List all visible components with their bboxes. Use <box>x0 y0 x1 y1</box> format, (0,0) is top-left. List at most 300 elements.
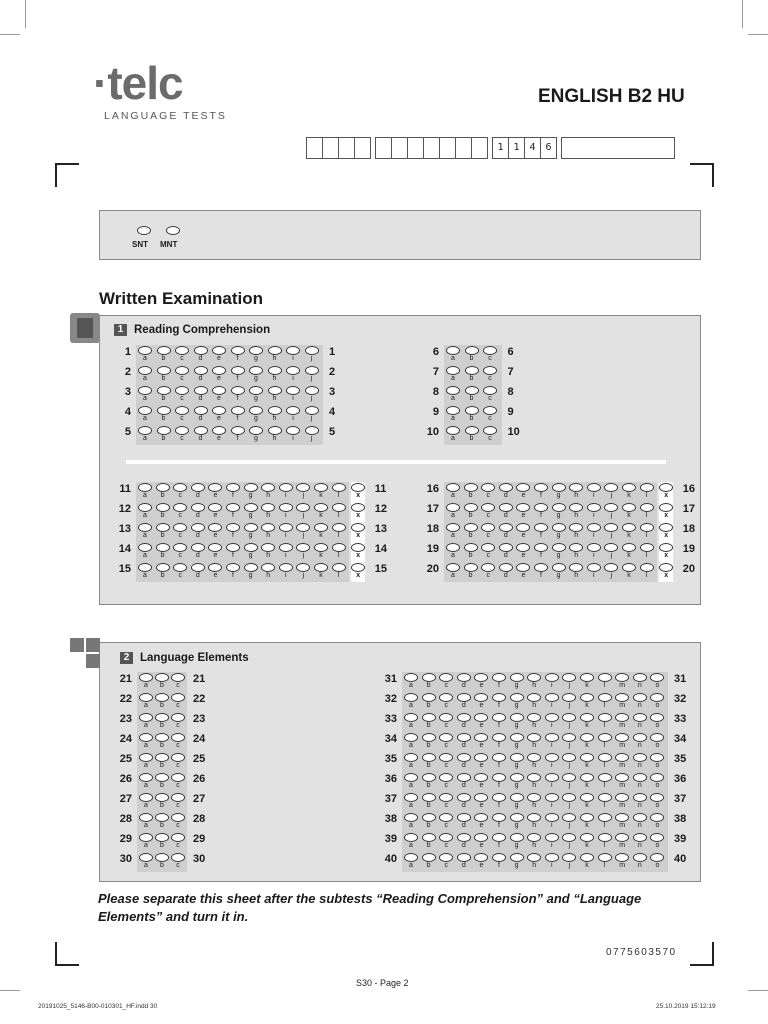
answer-bubble[interactable]: n <box>633 673 647 692</box>
answer-bubble[interactable]: i <box>279 543 293 562</box>
answer-bubble[interactable]: n <box>633 773 647 792</box>
answer-bubble[interactable]: l <box>640 503 654 522</box>
answer-bubble[interactable]: c <box>175 406 189 425</box>
answer-bubble[interactable]: c <box>171 733 185 752</box>
answer-bubble[interactable]: a <box>446 346 460 365</box>
id-cell[interactable] <box>472 137 488 159</box>
answer-bubble[interactable]: e <box>474 773 488 792</box>
answer-bubble[interactable]: h <box>527 693 541 712</box>
answer-bubble[interactable]: d <box>457 833 471 852</box>
answer-bubble[interactable]: d <box>191 563 205 582</box>
answer-bubble[interactable]: a <box>446 406 460 425</box>
answer-bubble[interactable]: g <box>510 753 524 772</box>
answer-bubble[interactable]: a <box>139 733 153 752</box>
answer-bubble[interactable]: h <box>569 543 583 562</box>
answer-bubble[interactable]: b <box>465 346 479 365</box>
answer-bubble[interactable]: a <box>139 673 153 692</box>
answer-bubble[interactable]: h <box>261 543 275 562</box>
answer-bubble[interactable]: e <box>474 713 488 732</box>
answer-bubble[interactable]: b <box>157 406 171 425</box>
answer-bubble[interactable]: h <box>569 563 583 582</box>
answer-bubble[interactable]: c <box>439 753 453 772</box>
answer-bubble[interactable]: c <box>439 773 453 792</box>
answer-bubble-x[interactable]: x <box>659 542 673 562</box>
answer-bubble[interactable]: b <box>155 853 169 872</box>
answer-bubble[interactable]: j <box>562 693 576 712</box>
answer-bubble-x[interactable]: x <box>659 522 673 542</box>
answer-bubble[interactable]: f <box>492 773 506 792</box>
answer-bubble[interactable]: i <box>545 713 559 732</box>
answer-bubble[interactable]: k <box>622 523 636 542</box>
answer-bubble[interactable]: n <box>633 753 647 772</box>
answer-bubble[interactable]: g <box>244 563 258 582</box>
answer-bubble[interactable]: c <box>439 713 453 732</box>
answer-bubble[interactable]: m <box>615 693 629 712</box>
answer-bubble-x[interactable]: x <box>659 562 673 582</box>
answer-bubble[interactable]: b <box>157 366 171 385</box>
answer-bubble[interactable]: j <box>296 543 310 562</box>
answer-bubble[interactable]: b <box>155 793 169 812</box>
answer-bubble[interactable]: c <box>171 793 185 812</box>
answer-bubble[interactable]: j <box>604 563 618 582</box>
answer-bubble[interactable]: i <box>279 483 293 502</box>
answer-bubble[interactable]: d <box>457 713 471 732</box>
snt-oval[interactable] <box>137 226 151 235</box>
answer-bubble[interactable]: a <box>139 833 153 852</box>
answer-bubble[interactable]: i <box>545 733 559 752</box>
answer-bubble[interactable]: e <box>212 406 226 425</box>
answer-bubble[interactable]: a <box>446 523 460 542</box>
answer-bubble[interactable]: c <box>483 406 497 425</box>
answer-bubble[interactable]: j <box>305 386 319 405</box>
answer-bubble[interactable]: g <box>249 406 263 425</box>
answer-bubble[interactable]: j <box>296 563 310 582</box>
answer-bubble[interactable]: c <box>481 503 495 522</box>
answer-bubble[interactable]: j <box>562 773 576 792</box>
answer-bubble[interactable]: d <box>499 483 513 502</box>
answer-bubble[interactable]: d <box>194 366 208 385</box>
answer-bubble[interactable]: l <box>598 753 612 772</box>
answer-bubble[interactable]: i <box>545 793 559 812</box>
answer-bubble[interactable]: f <box>492 793 506 812</box>
answer-bubble[interactable]: e <box>516 543 530 562</box>
answer-bubble[interactable]: h <box>261 483 275 502</box>
answer-bubble[interactable]: b <box>465 386 479 405</box>
answer-bubble[interactable]: f <box>492 693 506 712</box>
answer-bubble[interactable]: l <box>640 543 654 562</box>
answer-bubble[interactable]: d <box>191 543 205 562</box>
answer-bubble-x[interactable]: x <box>351 522 365 542</box>
answer-bubble[interactable]: i <box>545 693 559 712</box>
answer-bubble[interactable]: l <box>598 673 612 692</box>
answer-bubble[interactable]: i <box>279 523 293 542</box>
answer-bubble[interactable]: a <box>139 853 153 872</box>
answer-bubble[interactable]: o <box>650 813 664 832</box>
answer-bubble[interactable]: d <box>457 773 471 792</box>
answer-bubble[interactable]: m <box>615 773 629 792</box>
answer-bubble[interactable]: f <box>226 483 240 502</box>
answer-bubble[interactable]: b <box>464 503 478 522</box>
answer-bubble[interactable]: a <box>404 733 418 752</box>
answer-bubble[interactable]: f <box>492 833 506 852</box>
answer-bubble[interactable]: l <box>598 693 612 712</box>
answer-bubble[interactable]: j <box>305 406 319 425</box>
answer-bubble[interactable]: k <box>622 563 636 582</box>
answer-bubble[interactable]: e <box>516 523 530 542</box>
answer-bubble[interactable]: k <box>580 853 594 872</box>
answer-bubble[interactable]: a <box>139 813 153 832</box>
answer-bubble[interactable]: o <box>650 773 664 792</box>
answer-bubble[interactable]: h <box>527 813 541 832</box>
answer-bubble[interactable]: b <box>422 713 436 732</box>
answer-bubble[interactable]: g <box>552 563 566 582</box>
answer-bubble[interactable]: b <box>465 426 479 445</box>
answer-bubble[interactable]: j <box>604 543 618 562</box>
answer-bubble[interactable]: o <box>650 733 664 752</box>
answer-bubble[interactable]: b <box>157 426 171 445</box>
answer-bubble[interactable]: o <box>650 713 664 732</box>
answer-bubble[interactable]: h <box>527 733 541 752</box>
answer-bubble[interactable]: k <box>622 543 636 562</box>
answer-bubble[interactable]: f <box>231 426 245 445</box>
answer-bubble[interactable]: j <box>562 733 576 752</box>
id-cell[interactable] <box>375 137 392 159</box>
answer-bubble[interactable]: b <box>422 773 436 792</box>
answer-bubble-x[interactable]: x <box>351 502 365 522</box>
answer-bubble[interactable]: j <box>562 813 576 832</box>
answer-bubble[interactable]: h <box>268 406 282 425</box>
answer-bubble[interactable]: l <box>598 833 612 852</box>
answer-bubble[interactable]: a <box>139 753 153 772</box>
answer-bubble[interactable]: l <box>598 813 612 832</box>
answer-bubble[interactable]: g <box>249 366 263 385</box>
answer-bubble[interactable]: m <box>615 853 629 872</box>
answer-bubble[interactable]: b <box>156 543 170 562</box>
answer-bubble[interactable]: h <box>527 853 541 872</box>
answer-bubble[interactable]: b <box>155 833 169 852</box>
id-cell[interactable] <box>355 137 371 159</box>
answer-bubble[interactable]: d <box>457 853 471 872</box>
answer-bubble[interactable]: f <box>492 853 506 872</box>
answer-bubble[interactable]: l <box>598 793 612 812</box>
answer-bubble[interactable]: m <box>615 753 629 772</box>
answer-bubble[interactable]: e <box>474 833 488 852</box>
answer-bubble[interactable]: a <box>404 693 418 712</box>
answer-bubble[interactable]: m <box>615 793 629 812</box>
answer-bubble[interactable]: f <box>492 753 506 772</box>
answer-bubble-x[interactable]: x <box>351 482 365 502</box>
answer-bubble[interactable]: j <box>604 523 618 542</box>
answer-bubble[interactable]: b <box>464 523 478 542</box>
answer-bubble[interactable]: a <box>404 833 418 852</box>
answer-bubble[interactable]: e <box>212 426 226 445</box>
answer-bubble[interactable]: c <box>481 563 495 582</box>
answer-bubble[interactable]: d <box>457 673 471 692</box>
answer-bubble[interactable]: k <box>622 503 636 522</box>
answer-bubble[interactable]: a <box>446 563 460 582</box>
answer-bubble[interactable]: j <box>604 503 618 522</box>
answer-bubble[interactable]: a <box>138 386 152 405</box>
answer-bubble[interactable]: a <box>404 753 418 772</box>
answer-bubble[interactable]: e <box>212 386 226 405</box>
answer-bubble[interactable]: c <box>439 733 453 752</box>
answer-bubble[interactable]: e <box>474 693 488 712</box>
answer-bubble[interactable]: c <box>439 673 453 692</box>
answer-bubble[interactable]: a <box>446 503 460 522</box>
answer-bubble[interactable]: a <box>138 563 152 582</box>
answer-bubble[interactable]: k <box>622 483 636 502</box>
id-cell[interactable] <box>424 137 440 159</box>
answer-bubble[interactable]: g <box>249 426 263 445</box>
mnt-oval[interactable] <box>166 226 180 235</box>
answer-bubble[interactable]: a <box>138 426 152 445</box>
answer-bubble[interactable]: c <box>439 793 453 812</box>
answer-bubble[interactable]: g <box>244 543 258 562</box>
answer-bubble[interactable]: e <box>212 366 226 385</box>
answer-bubble[interactable]: f <box>492 673 506 692</box>
answer-bubble[interactable]: i <box>587 503 601 522</box>
answer-bubble[interactable]: a <box>139 693 153 712</box>
answer-bubble[interactable]: f <box>231 366 245 385</box>
answer-bubble[interactable]: d <box>499 563 513 582</box>
answer-bubble[interactable]: e <box>474 813 488 832</box>
answer-bubble[interactable]: c <box>173 523 187 542</box>
answer-bubble[interactable]: f <box>492 713 506 732</box>
answer-bubble[interactable]: i <box>545 833 559 852</box>
answer-bubble[interactable]: h <box>268 386 282 405</box>
answer-bubble[interactable]: d <box>194 406 208 425</box>
answer-bubble[interactable]: a <box>138 503 152 522</box>
answer-bubble[interactable]: b <box>155 673 169 692</box>
answer-bubble[interactable]: i <box>286 406 300 425</box>
answer-bubble[interactable]: b <box>155 753 169 772</box>
answer-bubble[interactable]: b <box>422 833 436 852</box>
answer-bubble[interactable]: i <box>587 543 601 562</box>
answer-bubble[interactable]: e <box>474 733 488 752</box>
id-cell[interactable] <box>408 137 424 159</box>
answer-bubble[interactable]: g <box>552 483 566 502</box>
answer-bubble[interactable]: l <box>598 733 612 752</box>
answer-bubble[interactable]: c <box>439 853 453 872</box>
answer-bubble[interactable]: n <box>633 793 647 812</box>
answer-bubble[interactable]: k <box>580 773 594 792</box>
answer-bubble[interactable]: c <box>175 386 189 405</box>
answer-bubble[interactable]: c <box>439 693 453 712</box>
answer-bubble[interactable]: b <box>422 793 436 812</box>
answer-bubble[interactable]: i <box>286 366 300 385</box>
answer-bubble[interactable]: a <box>139 713 153 732</box>
answer-bubble[interactable]: m <box>615 673 629 692</box>
answer-bubble[interactable]: m <box>615 713 629 732</box>
answer-bubble[interactable]: h <box>261 523 275 542</box>
answer-bubble[interactable]: b <box>422 813 436 832</box>
answer-bubble[interactable]: l <box>332 523 346 542</box>
answer-bubble[interactable]: c <box>175 366 189 385</box>
answer-bubble[interactable]: g <box>249 346 263 365</box>
answer-bubble[interactable]: b <box>155 713 169 732</box>
answer-bubble[interactable]: h <box>268 346 282 365</box>
answer-bubble[interactable]: b <box>422 693 436 712</box>
answer-bubble[interactable]: g <box>510 733 524 752</box>
answer-bubble[interactable]: c <box>173 483 187 502</box>
answer-bubble[interactable]: g <box>510 853 524 872</box>
answer-bubble[interactable]: j <box>562 673 576 692</box>
answer-bubble[interactable]: b <box>464 563 478 582</box>
answer-bubble[interactable]: l <box>332 563 346 582</box>
answer-bubble[interactable]: e <box>208 523 222 542</box>
answer-bubble[interactable]: h <box>569 523 583 542</box>
answer-bubble[interactable]: i <box>587 483 601 502</box>
answer-bubble[interactable]: g <box>510 693 524 712</box>
answer-bubble[interactable]: c <box>173 503 187 522</box>
answer-bubble[interactable]: d <box>191 483 205 502</box>
answer-bubble[interactable]: i <box>286 386 300 405</box>
answer-bubble[interactable]: l <box>640 563 654 582</box>
answer-bubble[interactable]: c <box>439 833 453 852</box>
answer-bubble[interactable]: e <box>516 563 530 582</box>
answer-bubble[interactable]: g <box>244 483 258 502</box>
answer-bubble[interactable]: a <box>446 483 460 502</box>
answer-bubble[interactable]: j <box>562 853 576 872</box>
answer-bubble[interactable]: a <box>404 773 418 792</box>
answer-bubble[interactable]: g <box>552 503 566 522</box>
answer-bubble[interactable]: c <box>171 713 185 732</box>
answer-bubble[interactable]: g <box>244 503 258 522</box>
answer-bubble[interactable]: n <box>633 693 647 712</box>
answer-bubble[interactable]: d <box>191 523 205 542</box>
answer-bubble[interactable]: b <box>155 733 169 752</box>
id-cell[interactable] <box>306 137 323 159</box>
answer-bubble[interactable]: k <box>314 503 328 522</box>
answer-bubble[interactable]: a <box>138 366 152 385</box>
answer-bubble[interactable]: f <box>231 386 245 405</box>
answer-bubble[interactable]: a <box>404 673 418 692</box>
answer-bubble[interactable]: h <box>569 503 583 522</box>
answer-bubble[interactable]: n <box>633 813 647 832</box>
answer-bubble[interactable]: i <box>587 523 601 542</box>
answer-bubble[interactable]: j <box>562 753 576 772</box>
answer-bubble[interactable]: d <box>457 813 471 832</box>
answer-bubble[interactable]: c <box>483 346 497 365</box>
answer-bubble[interactable]: b <box>422 853 436 872</box>
answer-bubble[interactable]: h <box>527 673 541 692</box>
answer-bubble[interactable]: a <box>138 523 152 542</box>
answer-bubble[interactable]: k <box>580 673 594 692</box>
answer-bubble[interactable]: d <box>499 523 513 542</box>
answer-bubble[interactable]: h <box>268 426 282 445</box>
answer-bubble[interactable]: l <box>598 853 612 872</box>
answer-bubble[interactable]: k <box>314 563 328 582</box>
answer-bubble[interactable]: g <box>244 523 258 542</box>
answer-bubble[interactable]: j <box>296 483 310 502</box>
answer-bubble[interactable]: a <box>404 853 418 872</box>
answer-bubble[interactable]: c <box>171 673 185 692</box>
answer-bubble[interactable]: f <box>231 406 245 425</box>
answer-bubble[interactable]: j <box>296 503 310 522</box>
answer-bubble[interactable]: j <box>562 833 576 852</box>
answer-bubble[interactable]: c <box>175 346 189 365</box>
answer-bubble[interactable]: g <box>552 523 566 542</box>
answer-bubble[interactable]: k <box>580 813 594 832</box>
answer-bubble[interactable]: d <box>191 503 205 522</box>
answer-bubble[interactable]: b <box>422 673 436 692</box>
answer-bubble[interactable]: e <box>516 503 530 522</box>
answer-bubble[interactable]: c <box>171 813 185 832</box>
answer-bubble[interactable]: a <box>404 813 418 832</box>
answer-bubble[interactable]: i <box>545 673 559 692</box>
answer-bubble[interactable]: f <box>226 503 240 522</box>
answer-bubble[interactable]: g <box>552 543 566 562</box>
answer-bubble[interactable]: c <box>171 693 185 712</box>
answer-bubble[interactable]: c <box>175 426 189 445</box>
answer-bubble[interactable]: o <box>650 693 664 712</box>
answer-bubble[interactable]: k <box>580 713 594 732</box>
answer-bubble[interactable]: c <box>483 386 497 405</box>
answer-bubble[interactable]: c <box>173 563 187 582</box>
answer-bubble[interactable]: a <box>138 346 152 365</box>
answer-bubble[interactable]: a <box>446 426 460 445</box>
answer-bubble[interactable]: m <box>615 813 629 832</box>
answer-bubble[interactable]: e <box>474 753 488 772</box>
answer-bubble[interactable]: i <box>545 773 559 792</box>
answer-bubble[interactable]: c <box>171 753 185 772</box>
answer-bubble[interactable]: f <box>492 813 506 832</box>
answer-bubble[interactable]: h <box>261 563 275 582</box>
answer-bubble[interactable]: b <box>422 733 436 752</box>
answer-bubble[interactable]: a <box>139 793 153 812</box>
answer-bubble[interactable]: l <box>598 773 612 792</box>
answer-bubble[interactable]: a <box>139 773 153 792</box>
answer-bubble[interactable]: g <box>510 773 524 792</box>
answer-bubble[interactable]: b <box>157 386 171 405</box>
id-cell[interactable] <box>339 137 355 159</box>
answer-bubble[interactable]: d <box>499 503 513 522</box>
answer-bubble[interactable]: i <box>545 853 559 872</box>
answer-bubble[interactable]: b <box>156 483 170 502</box>
answer-bubble[interactable]: h <box>527 833 541 852</box>
answer-bubble[interactable]: k <box>314 523 328 542</box>
answer-bubble[interactable]: c <box>481 523 495 542</box>
answer-bubble[interactable]: b <box>464 543 478 562</box>
answer-bubble[interactable]: j <box>305 426 319 445</box>
answer-bubble[interactable]: e <box>516 483 530 502</box>
answer-bubble[interactable]: c <box>439 813 453 832</box>
answer-bubble[interactable]: f <box>534 543 548 562</box>
answer-bubble[interactable]: o <box>650 753 664 772</box>
answer-bubble[interactable]: b <box>465 366 479 385</box>
answer-bubble[interactable]: a <box>404 713 418 732</box>
answer-bubble[interactable]: f <box>226 563 240 582</box>
answer-bubble[interactable]: b <box>422 753 436 772</box>
answer-bubble[interactable]: d <box>194 426 208 445</box>
answer-bubble[interactable]: h <box>527 713 541 732</box>
answer-bubble[interactable]: f <box>231 346 245 365</box>
answer-bubble[interactable]: a <box>446 366 460 385</box>
answer-bubble[interactable]: c <box>483 366 497 385</box>
answer-bubble[interactable]: m <box>615 733 629 752</box>
answer-bubble[interactable]: i <box>545 753 559 772</box>
id-cell[interactable] <box>456 137 472 159</box>
answer-bubble-x[interactable]: x <box>351 562 365 582</box>
answer-bubble[interactable]: l <box>332 543 346 562</box>
answer-bubble[interactable]: g <box>510 793 524 812</box>
answer-bubble[interactable]: h <box>261 503 275 522</box>
answer-bubble[interactable]: i <box>279 503 293 522</box>
answer-bubble-x[interactable]: x <box>659 482 673 502</box>
answer-bubble[interactable]: l <box>598 713 612 732</box>
answer-bubble[interactable]: a <box>446 543 460 562</box>
id-cell[interactable] <box>392 137 408 159</box>
